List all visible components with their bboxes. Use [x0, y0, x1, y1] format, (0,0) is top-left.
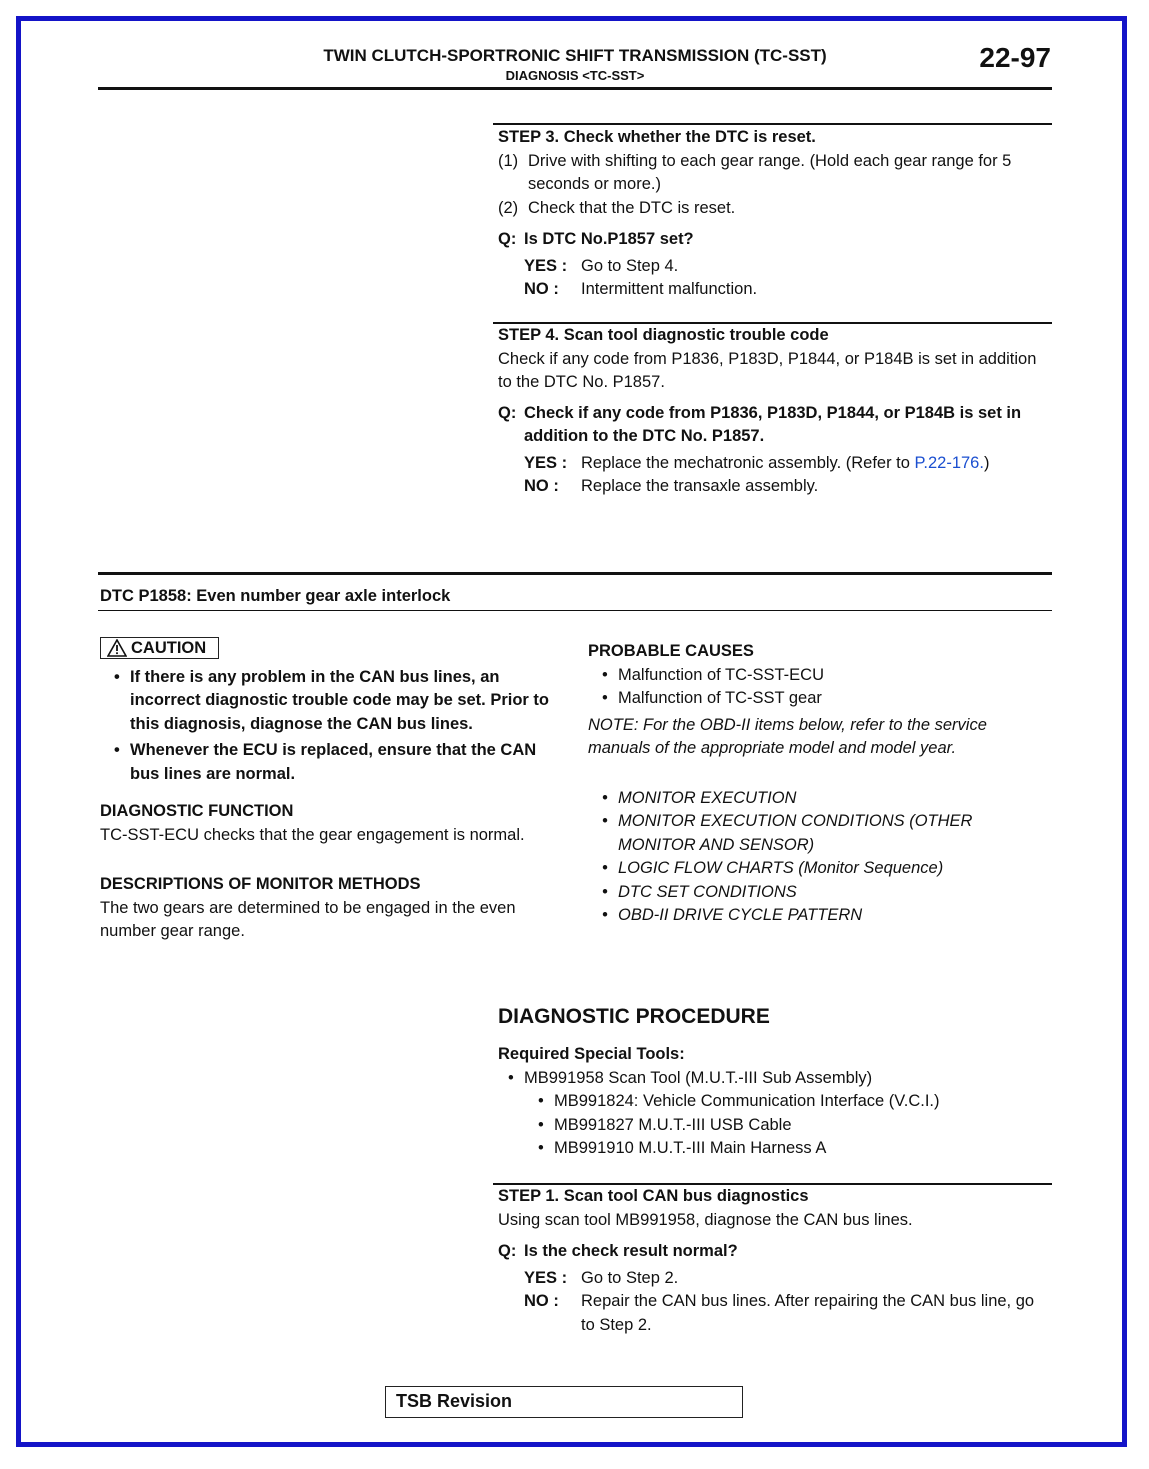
header-title: TWIN CLUTCH-SPORTRONIC SHIFT TRANSMISSION (TC-SST)	[323, 46, 827, 65]
tool-sub-list	[498, 1090, 1050, 1161]
diagnostic-function-heading: DIAGNOSTIC FUNCTION	[100, 802, 294, 820]
step1-heading: STEP 1. Scan tool CAN bus diagnostics	[498, 1187, 809, 1205]
step4-yes-tail: )	[983, 453, 990, 472]
tool-sub-item: • MB991827 M.U.T.-III USB Cable	[532, 1114, 1050, 1138]
tsb-revision-box: TSB Revision	[385, 1386, 743, 1418]
step3-heading: STEP 3. Check whether the DTC is reset.	[498, 128, 816, 146]
step3-yes-label: YES :	[524, 256, 568, 275]
caution-item: • If there is any problem in the CAN bus lines, an incorrect diagnostic trouble code may be set. Prior to this diagnosis, diagnose the CAN bus lines.	[108, 666, 562, 737]
step1-q-label: Q:	[498, 1242, 517, 1260]
step4-no-text: Replace the transaxle assembly.	[581, 477, 819, 495]
obd-item: • OBD-II DRIVE CYCLE PATTERN	[596, 904, 1048, 928]
step4-block	[498, 324, 1050, 499]
step4-yes-label: YES :	[524, 453, 568, 472]
header-rule	[98, 87, 1052, 90]
step4-yes-content	[581, 452, 989, 476]
obd-item: • MONITOR EXECUTION	[596, 787, 1048, 811]
left-column	[100, 637, 562, 944]
step1-no-label: NO :	[524, 1292, 559, 1310]
step1-yes-label: YES :	[524, 1268, 568, 1287]
step3-item2-num: (2)	[498, 198, 519, 217]
step1-body: Using scan tool MB991958, diagnose the CAN bus lines.	[498, 1210, 913, 1229]
caution-box	[100, 637, 219, 659]
dtc-title: DTC P1858: Even number gear axle interlock	[100, 587, 451, 605]
right-column	[588, 640, 1048, 928]
probable-causes-heading: PROBABLE CAUSES	[588, 642, 754, 660]
step3-item1-text: Drive with shifting to each gear range. (Hold each gear range for 5 seconds or more.)	[528, 151, 1012, 193]
step4-q-label: Q:	[498, 403, 517, 422]
obd-items-list	[588, 787, 1048, 928]
dtc-rule-bottom	[98, 610, 1052, 611]
tools-label: Required Special Tools:	[498, 1045, 685, 1063]
procedure-block	[498, 1005, 1050, 1161]
monitor-methods-body: The two gears are determined to be engaged in the even number gear range.	[100, 898, 516, 940]
tools-list	[498, 1067, 1050, 1091]
page-number: 22-97	[979, 42, 1051, 73]
step3-yes-text: Go to Step 4.	[581, 256, 679, 275]
step4-body: Check if any code from P1836, P183D, P1844, or P184B is set in addition to the DTC No. P1857.	[498, 349, 1037, 391]
step1-block	[498, 1185, 1050, 1337]
obd-item: • LOGIC FLOW CHARTS (Monitor Sequence)	[596, 857, 1048, 881]
step4-heading: STEP 4. Scan tool diagnostic trouble code	[498, 326, 829, 344]
step1-question: Is the check result normal?	[524, 1242, 738, 1260]
step3-no-text: Intermittent malfunction.	[581, 280, 758, 298]
step4-ref-link[interactable]: P.22-176.	[914, 453, 984, 472]
diagnostic-function-body: TC-SST-ECU checks that the gear engagement is normal.	[100, 825, 525, 844]
obd-item: • DTC SET CONDITIONS	[596, 881, 1048, 905]
step3-no-label: NO :	[524, 280, 559, 298]
caution-label: CAUTION	[131, 639, 207, 657]
dtc-rule-top	[98, 572, 1052, 575]
step3-item2-text: Check that the DTC is reset.	[528, 198, 736, 217]
step4-yes-text: Replace the mechatronic assembly. (Refer to	[581, 453, 915, 472]
obd-note: NOTE: For the OBD-II items below, refer to the service manuals of the appropriate model and model year.	[588, 715, 987, 757]
step3-rule	[493, 123, 1052, 125]
warning-icon	[107, 639, 127, 657]
monitor-methods-heading: DESCRIPTIONS OF MONITOR METHODS	[100, 875, 421, 893]
tool-sub-item: • MB991824: Vehicle Communication Interface (V.C.I.)	[532, 1090, 1050, 1114]
step1-no-text: Repair the CAN bus lines. After repairing the CAN bus line, go to Step 2.	[581, 1292, 1035, 1334]
step3-item1-num: (1)	[498, 151, 519, 170]
tool-sub-item: • MB991910 M.U.T.-III Main Harness A	[532, 1137, 1050, 1161]
caution-item: • Whenever the ECU is replaced, ensure that the CAN bus lines are normal.	[108, 739, 562, 786]
step3-q-label: Q:	[498, 230, 517, 248]
step4-no-label: NO :	[524, 477, 559, 495]
step4-question: Check if any code from P1836, P183D, P1844, or P184B is set in addition to the DTC No. P1857.	[524, 403, 1022, 445]
header-subtitle: DIAGNOSIS <TC-SST>	[505, 68, 645, 83]
probable-cause-item: • Malfunction of TC-SST gear	[596, 687, 1048, 711]
step3-block	[498, 126, 1048, 302]
step3-question: Is DTC No.P1857 set?	[524, 230, 694, 248]
probable-cause-item: • Malfunction of TC-SST-ECU	[596, 664, 1048, 688]
step1-yes-text: Go to Step 2.	[581, 1268, 679, 1287]
probable-causes-list	[588, 664, 1048, 711]
procedure-heading: DIAGNOSTIC PROCEDURE	[498, 1005, 770, 1028]
caution-list	[100, 666, 562, 787]
obd-item: • MONITOR EXECUTION CONDITIONS (OTHER MONITOR AND SENSOR)	[596, 810, 1048, 857]
tool-main-item: • MB991958 Scan Tool (M.U.T.-III Sub Assembly)	[502, 1067, 1050, 1091]
